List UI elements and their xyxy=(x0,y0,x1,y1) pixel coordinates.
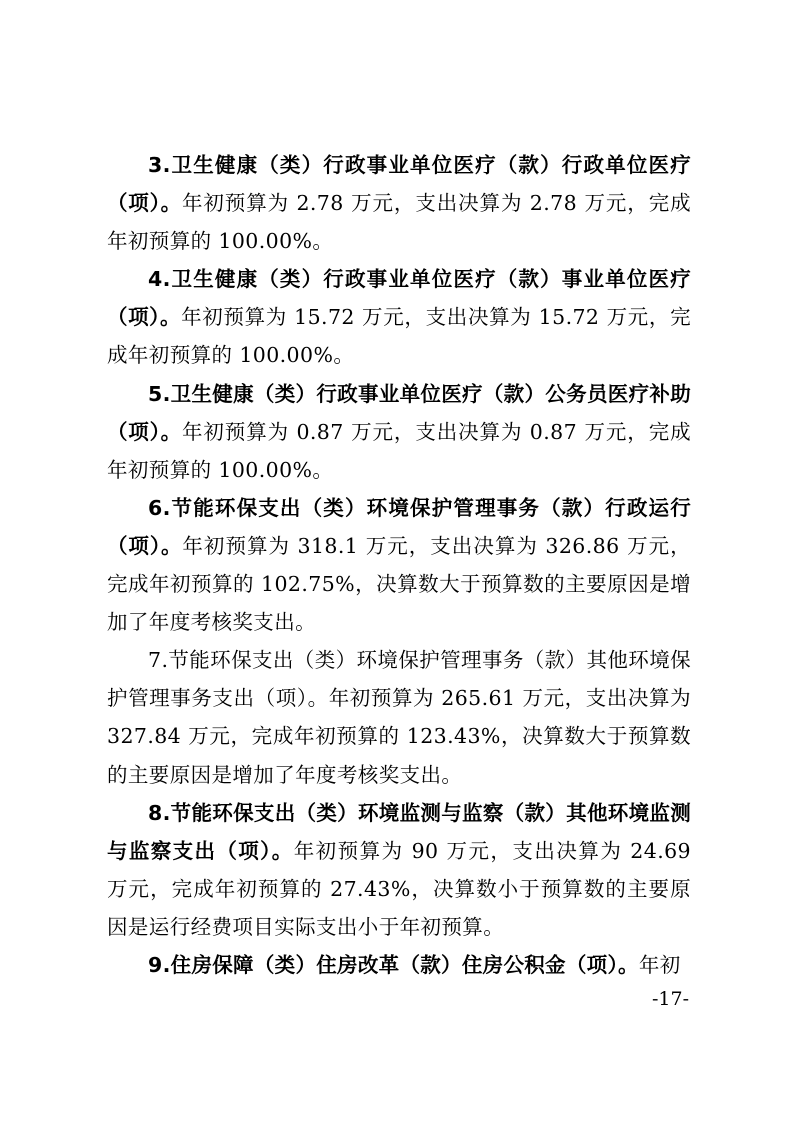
paragraph-item-9 xyxy=(107,946,691,984)
paragraph-heading: 9.住房保障（类）住房改革（款）住房公积金（项）。 xyxy=(148,952,639,977)
paragraph-text: 年初预算为 15.72 万元，支出决算为 15.72 万元，完成年初预算的 100.00%。 xyxy=(107,305,692,368)
paragraph-heading: 3.卫生健康（类）行政事业单位医疗（款）行政单位医疗（项）。 xyxy=(107,153,691,216)
paragraph-item-8 xyxy=(107,794,691,946)
paragraph-text: 年初预算为 318.1 万元，支出决算为 326.86 万元，完成年初预算的 102.75%，决算数大于预算数的主要原因是增加了年度考核奖支出。 xyxy=(107,533,691,635)
paragraph-item-5 xyxy=(107,375,691,489)
paragraph-heading: 4.卫生健康（类）行政事业单位医疗（款）事业单位医疗（项）。 xyxy=(107,267,691,330)
paragraph-text: 年初预算为 0.87 万元，支出决算为 0.87 万元，完成年初预算的 100.00%。 xyxy=(107,419,691,482)
paragraph-heading: 5.卫生健康（类）行政事业单位医疗（款）公务员医疗补助（项）。 xyxy=(107,381,691,444)
paragraph-item-6 xyxy=(107,489,691,641)
paragraph-text: 7.节能环保支出（类）环境保护管理事务（款）其他环境保护管理事务支出（项）。年初预算为 265.61 万元，支出决算为 327.84 万元，完成年初预算的 123.43%，决算数大于预算数的主要原因是增加了年度考核奖支出。 xyxy=(107,648,691,787)
paragraph-text: 年初预算为 90 万元，支出决算为 24.69 万元，完成年初预算的 27.43%，决算数小于预算数的主要原因是运行经费项目实际支出小于年初预算。 xyxy=(107,838,691,939)
paragraph-item-4 xyxy=(107,260,691,374)
paragraph-heading: 6.节能环保支出（类）环境保护管理事务（款）行政运行（项）。 xyxy=(107,495,691,558)
body-text xyxy=(107,146,691,984)
paragraph-heading: 8.节能环保支出（类）环境监测与监察（款）其他环境监测与监察支出（项）。 xyxy=(107,800,691,863)
paragraph-text: 年初预算为 2.78 万元，支出决算为 2.78 万元，完成年初预算的 100.00%。 xyxy=(107,191,691,254)
paragraph-text: 年初 xyxy=(638,952,681,977)
paragraph-item-3 xyxy=(107,146,691,260)
paragraph-item-7 xyxy=(107,641,691,793)
page-number: -17- xyxy=(652,988,690,1010)
